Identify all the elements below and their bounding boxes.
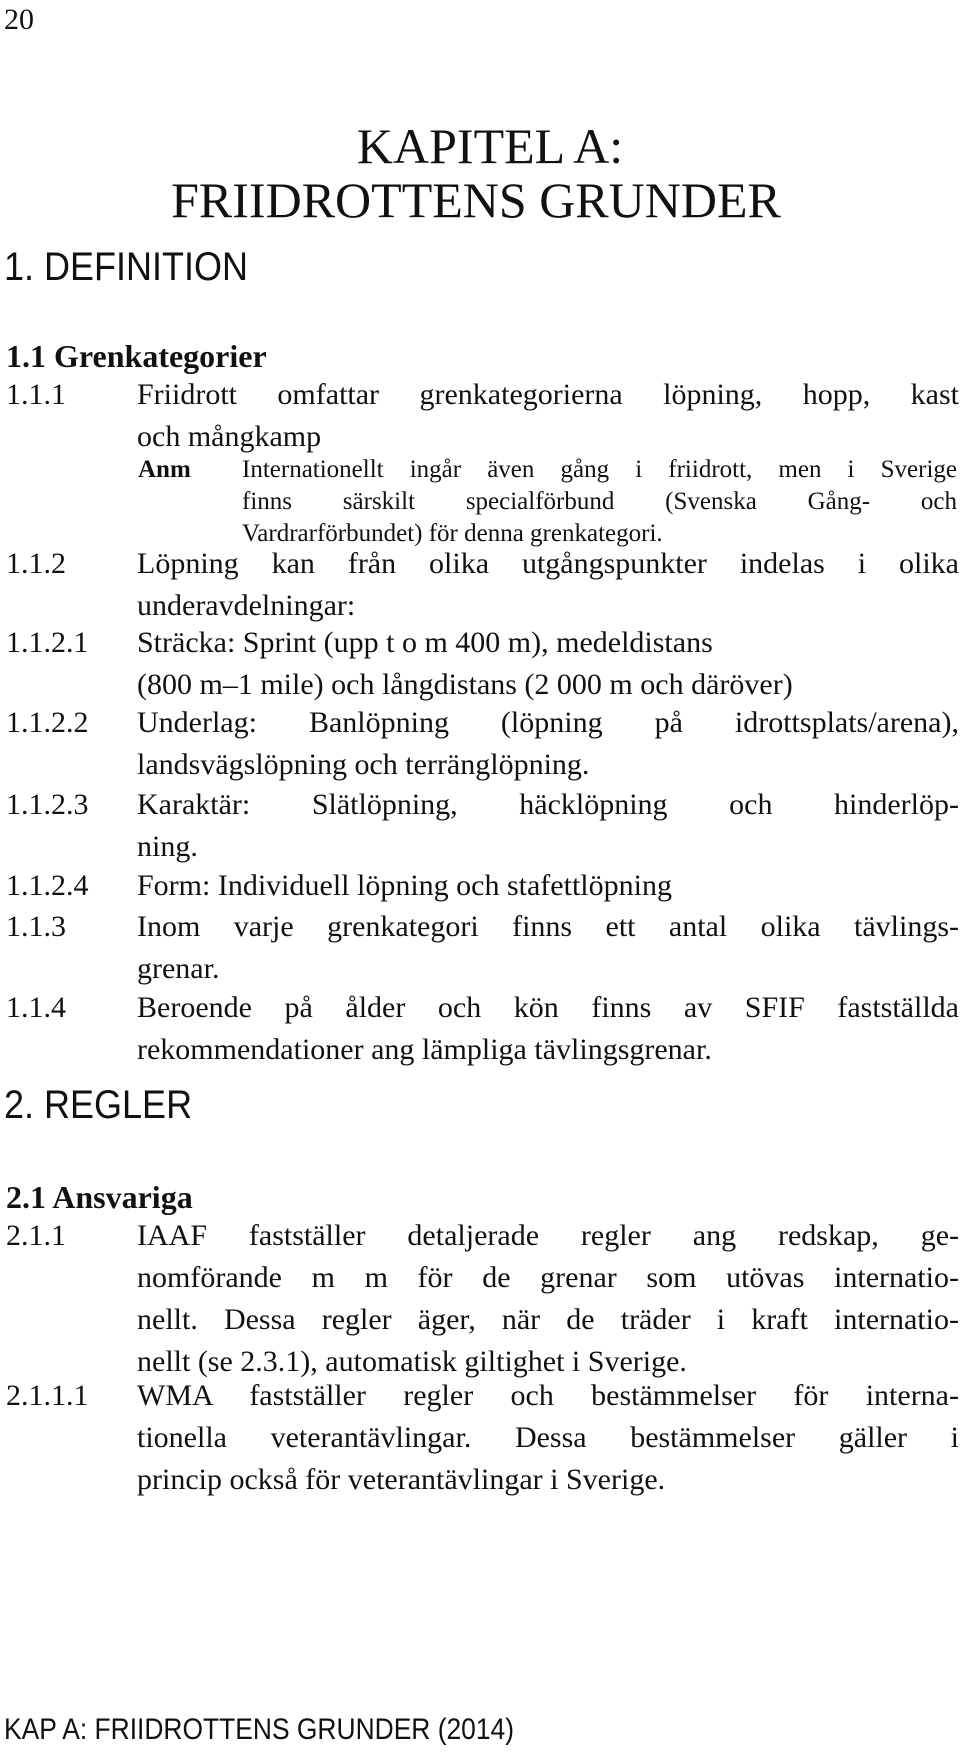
text-line: grenar. xyxy=(137,952,220,985)
note-label: Anm xyxy=(138,456,191,483)
clause-text xyxy=(137,702,959,786)
page-footer: KAP A: FRIIDROTTENS GRUNDER (2014) xyxy=(4,1713,515,1746)
text-line: Karaktär: Slätlöpning, häcklöpning och hinderlöp- xyxy=(137,788,959,821)
clause-text xyxy=(137,784,959,868)
clause-number: 2.1.1 xyxy=(6,1219,66,1252)
clause-number: 1.1.2.1 xyxy=(6,626,89,659)
text-line: Internationellt ingår även gång i friidrott, men i Sverige xyxy=(242,456,957,483)
clause-text xyxy=(137,374,959,458)
clause-text xyxy=(137,987,959,1071)
note-text xyxy=(242,454,957,550)
clause-text xyxy=(137,906,959,990)
text-line: IAAF fastställer detaljerade regler ang redskap, ge- xyxy=(137,1219,959,1252)
clause-number: 1.1.2.4 xyxy=(6,869,89,902)
clause-text xyxy=(137,1215,959,1383)
text-line: Beroende på ålder och kön finns av SFIF fastställda xyxy=(137,991,959,1024)
clause-number: 1.1.1 xyxy=(6,378,66,411)
clause-number: 1.1.2.2 xyxy=(6,706,89,739)
text-line: Sträcka: Sprint (upp t o m 400 m), medeldistans xyxy=(137,626,713,659)
clause-number: 1.1.2.3 xyxy=(6,788,89,821)
section-heading-definition: 1. DEFINITION xyxy=(4,245,249,289)
text-line: och mångkamp xyxy=(137,420,322,453)
clause-number: 1.1.4 xyxy=(6,991,66,1024)
text-line: Inom varje grenkategori finns ett antal olika tävlings- xyxy=(137,910,959,943)
clause-number: 1.1.2 xyxy=(6,547,66,580)
clause-text xyxy=(137,1375,959,1501)
text-line: Vardrarförbundet) för denna grenkategori. xyxy=(242,520,663,547)
subsection-heading-grenkategorier: 1.1 Grenkategorier xyxy=(6,338,267,374)
text-line: nellt. Dessa regler äger, när de träder i kraft internatio- xyxy=(137,1303,959,1336)
text-line: landsvägslöpning och terränglöpning. xyxy=(137,748,590,781)
text-line: underavdelningar: xyxy=(137,589,356,622)
clause-number: 2.1.1.1 xyxy=(6,1379,89,1412)
text-line: Friidrott omfattar grenkategorierna löpning, hopp, kast xyxy=(137,378,959,411)
text-line: princip också för veterantävlingar i Sverige. xyxy=(137,1463,666,1496)
text-line: Löpning kan från olika utgångspunkter indelas i olika xyxy=(137,547,959,580)
text-line: nomförande m m för de grenar som utövas internatio- xyxy=(137,1261,959,1294)
section-heading-regler: 2. REGLER xyxy=(4,1083,193,1127)
text-line: tionella veterantävlingar. Dessa bestämmelser gäller i xyxy=(137,1421,959,1454)
text-line: Form: Individuell löpning och stafettlöpning xyxy=(137,869,672,902)
chapter-title-line1: KAPITEL A: xyxy=(356,118,624,174)
page-number: 20 xyxy=(4,3,34,36)
clause-text xyxy=(137,865,959,907)
text-line: ning. xyxy=(137,830,198,863)
text-line: finns särskilt specialförbund (Svenska Gång- och xyxy=(242,488,957,515)
text-line: WMA fastställer regler och bestämmelser för interna- xyxy=(137,1379,959,1412)
text-line: (800 m–1 mile) och långdistans (2 000 m och däröver) xyxy=(137,668,793,701)
subsection-heading-ansvariga: 2.1 Ansvariga xyxy=(6,1179,193,1215)
text-line: Underlag: Banlöpning (löpning på idrottsplats/arena), xyxy=(137,706,959,739)
clause-number: 1.1.3 xyxy=(6,910,66,943)
text-line: rekommendationer ang lämpliga tävlingsgrenar. xyxy=(137,1033,712,1066)
clause-text xyxy=(137,622,959,706)
text-line: nellt (se 2.3.1), automatisk giltighet i Sverige. xyxy=(137,1345,687,1378)
clause-text xyxy=(137,543,959,627)
chapter-title-line2: FRIIDROTTENS GRUNDER xyxy=(171,172,781,228)
